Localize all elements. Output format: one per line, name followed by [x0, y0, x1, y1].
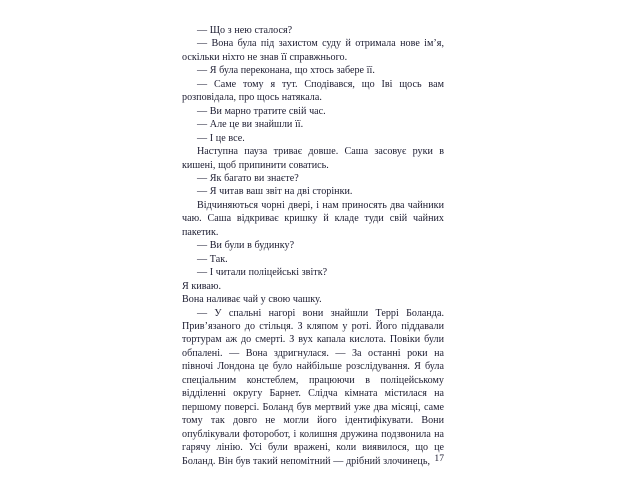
paragraph: — І читали поліцейські звітк?	[197, 267, 328, 279]
paragraph: — У спальні нагорі вони знайшли Террі Боланда. Прив’язаного до стільця. З кляпом у роті. Його піддавали тортурам аж до смерті. З вух капала кислота. Повіки були обпалені. — Вона здригнулася. — За останні роки на півночі Лондона це було найбільше розслідування. Я була спеціальним констеблем, працюючи в поліцейському відділенні округу Барнет. Слідча кімната містилася на першому поверсі. Боланд був мертвий уже два місяці, саме тому так довго не могли його ідентифікувати. Вони опублікували фоторобот, і колишня дружина подзвонила на гарячу лінію. Усі були вражені, коли виявилося, що це Боланд. Він був такий непомітний — дрібний злочинець,	[182, 307, 444, 467]
paragraph: — Ви марно тратите свій час.	[197, 105, 326, 117]
paragraph: — І це все.	[197, 132, 245, 144]
paragraph: — Вона була під захистом суду й отримала нове ім’я, оскільки ніхто не знав її справжнього.	[182, 38, 444, 63]
paragraph: — Що з нею сталося?	[197, 25, 293, 36]
paragraph: — Ви були в будинку?	[197, 240, 295, 252]
paragraph: — Саме тому я тут. Сподівався, що Іві щось вам розповідала, про щось натякала.	[182, 78, 444, 104]
paragraph: — Так.	[197, 253, 228, 265]
page-number: 17	[434, 453, 444, 464]
paragraph: Вона наливає чай у свою чашку.	[182, 294, 322, 306]
paragraph: — Я була переконана, що хтось забере її.	[197, 65, 375, 77]
paragraph: — Я читав ваш звіт на дві сторінки.	[197, 186, 353, 198]
paragraph: — Але це ви знайшли її.	[197, 119, 304, 131]
paragraph: — Як багато ви знаєте?	[197, 172, 299, 184]
text-column	[182, 24, 444, 468]
paragraph: Я киваю.	[182, 280, 221, 292]
paragraph: Наступна пауза триває довше. Саша засовує руки в кишені, щоб припинити соватись.	[182, 146, 444, 171]
paragraph: Відчиняються чорні двері, і нам приносять два чайники чаю. Саша відкриває кришку й кладе туди свій чайних пакетик.	[182, 199, 444, 238]
